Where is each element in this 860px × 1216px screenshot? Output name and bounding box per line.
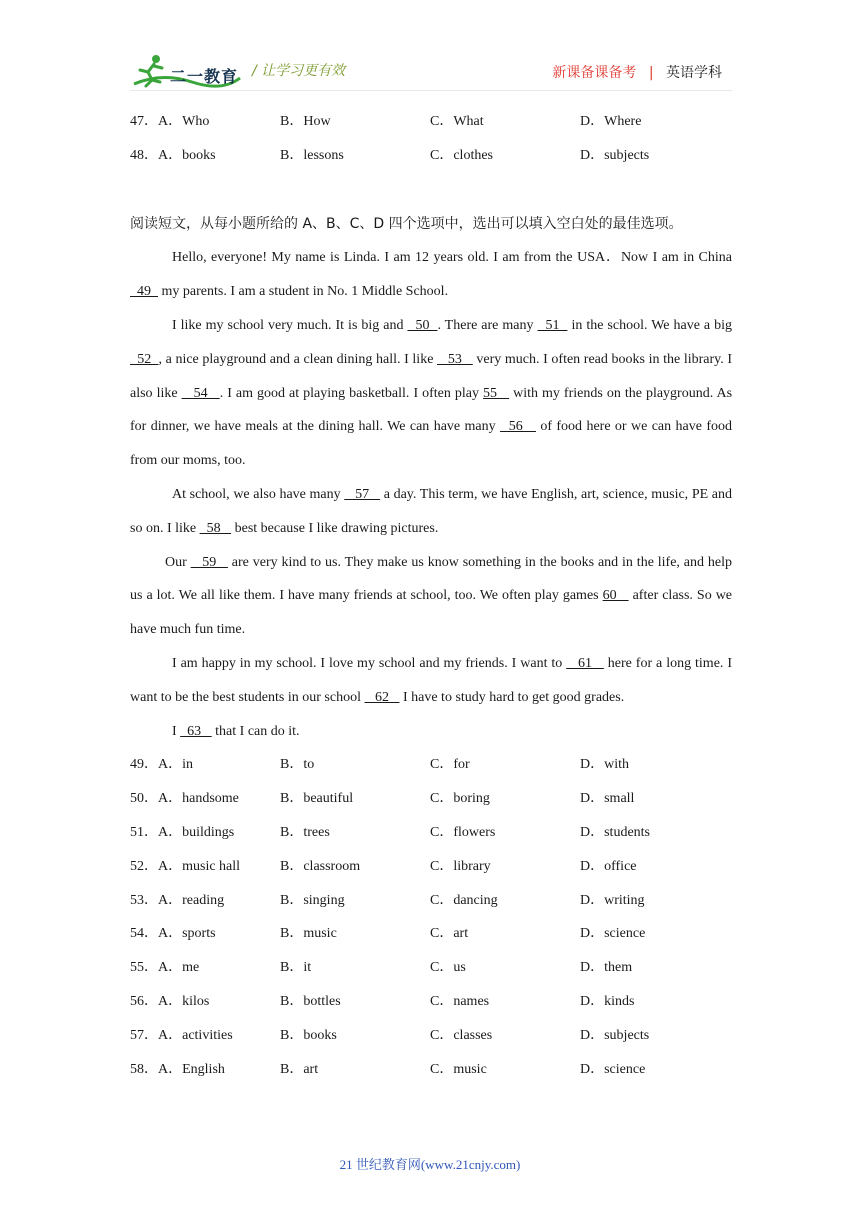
- slogan: / 让学习更有效: [252, 63, 346, 79]
- option-c: C．names: [430, 993, 490, 1009]
- option-b: B．books: [280, 1027, 337, 1043]
- option-b: B．it: [280, 960, 312, 976]
- option-d: D．kinds: [580, 993, 635, 1009]
- question-row: [130, 951, 732, 985]
- option-c: C．for: [430, 757, 470, 773]
- blank-60: 60: [602, 588, 629, 604]
- option-b: B．music: [280, 926, 337, 942]
- blank-59: 59: [190, 554, 228, 570]
- blank-57: 57: [344, 486, 381, 502]
- question-number-a: 47．A．Who: [130, 114, 210, 129]
- question-number: 51．: [130, 824, 158, 840]
- question-row: [130, 884, 732, 918]
- header-label: 新课备课备考: [552, 65, 637, 81]
- question-row: [130, 1019, 732, 1053]
- blank-56: 56: [500, 419, 536, 435]
- question-number: 55．: [130, 960, 158, 976]
- question-number: 50．: [130, 791, 158, 807]
- option-c: C．art: [430, 926, 469, 942]
- question-row: [130, 917, 732, 951]
- option-d: D．students: [580, 824, 650, 840]
- question-row: [130, 985, 732, 1019]
- question-list: [130, 748, 732, 1086]
- option-a: 52．A．music hall: [130, 858, 241, 874]
- question-row: [130, 782, 732, 816]
- option-a: 53．A．reading: [130, 892, 225, 908]
- brand-logo: [132, 52, 242, 92]
- option-c: C．music: [430, 1061, 487, 1077]
- option-b: B．How: [280, 114, 331, 129]
- option-b: B．to: [280, 757, 315, 773]
- option-c: C．us: [430, 960, 466, 976]
- question-number: 57．: [130, 1027, 158, 1043]
- question-number-a: 48．A．books: [130, 147, 216, 163]
- question-number: 58．: [130, 1061, 158, 1077]
- option-d: D．office: [580, 858, 637, 874]
- blank-54: 54: [181, 385, 220, 401]
- blank-51: 51: [537, 317, 568, 333]
- passage-paragraph-2: I like my school very much. It is big and 50 . There are many 51 in the school. We have a big 52 , a nice playground and a clean dining hall. I like 53 very much. I often read books in the library. I also like 54 . I am good at playing basketball. I often play 55 with my friends on the playground. As for dinner, we have meals at the dining hall. We can have many 56 of food here or we can have food from our moms, too.: [130, 317, 733, 469]
- option-b: B．trees: [280, 824, 330, 840]
- question-row: [130, 1053, 732, 1087]
- option-a: 58．A．English: [130, 1061, 225, 1077]
- blank-49: 49: [130, 284, 158, 300]
- passage-paragraph-6: I 63 that I can do it.: [172, 723, 300, 739]
- question-row: [130, 850, 732, 884]
- question-number: 49．: [130, 757, 158, 773]
- passage-paragraph-3: At school, we also have many 57 a day. This term, we have English, art, science, music, PE and so on. I like 58 best because I like drawing pictures.: [130, 486, 733, 536]
- question-row: [130, 139, 732, 173]
- option-c: C．library: [430, 858, 491, 874]
- question-row: [130, 748, 732, 782]
- header-right: [552, 62, 722, 82]
- blank-52: 52: [130, 351, 159, 367]
- blank-50: 50: [407, 317, 438, 333]
- option-a: 54．A．sports: [130, 926, 216, 942]
- blank-63: 63: [180, 723, 212, 739]
- option-b: B．singing: [280, 892, 345, 908]
- header-separator: |: [648, 65, 654, 81]
- option-d: D．small: [580, 791, 635, 807]
- option-d: D．subjects: [580, 1027, 650, 1043]
- instruction: 阅读短文，从每小题所给的 A、B、C、D 四个选项中，选出可以填入空白处的最佳选项。: [130, 215, 683, 232]
- blank-53: 53: [437, 351, 473, 367]
- blank-62: 62: [364, 689, 400, 705]
- option-b: B．classroom: [280, 858, 361, 874]
- option-c: C．dancing: [430, 892, 498, 908]
- option-c: C．What: [430, 114, 484, 129]
- option-a: 57．A．activities: [130, 1027, 233, 1043]
- option-c: C．clothes: [430, 147, 493, 163]
- option-c: C．classes: [430, 1027, 493, 1043]
- passage-paragraph-5: I am happy in my school. I love my school and my friends. I want to 61 here for a long time. I want to be the best students in our school 62 I have to study hard to get good grades.: [130, 655, 732, 705]
- option-d: D．science: [580, 926, 646, 942]
- page-footer: 21 世纪教育网(www.21cnjy.com): [339, 1157, 521, 1172]
- blank-58: 58: [199, 520, 232, 536]
- header-subject: 英语学科: [666, 65, 722, 81]
- option-c: C．flowers: [430, 824, 496, 840]
- question-row: [130, 105, 732, 139]
- option-c: C．boring: [430, 791, 490, 807]
- option-a: 49．A．in: [130, 757, 193, 773]
- option-a: 56．A．kilos: [130, 993, 210, 1009]
- option-d: D．subjects: [580, 147, 650, 163]
- passage-paragraph-4: Our 59 are very kind to us. They make us know something in the books and in the life, and help us a lot. We all like them. I have many friends at school, too. We often play games 60 after class. So we have much fun time.: [130, 554, 733, 638]
- blank-61: 61: [566, 655, 604, 671]
- question-number: 54．: [130, 926, 158, 942]
- option-d: D．with: [580, 757, 629, 773]
- question-number: 53．: [130, 892, 158, 908]
- option-a: 55．A．me: [130, 960, 200, 976]
- logo-text: 二一教育: [170, 67, 239, 86]
- question-number: 52．: [130, 858, 158, 874]
- question-number: 56．: [130, 993, 158, 1009]
- option-d: D．science: [580, 1061, 646, 1077]
- option-b: B．bottles: [280, 993, 341, 1009]
- option-d: D．them: [580, 960, 633, 976]
- option-a: 50．A．handsome: [130, 791, 239, 807]
- option-a: 51．A．buildings: [130, 824, 235, 840]
- question-row: [130, 816, 732, 850]
- option-b: B．art: [280, 1061, 319, 1077]
- option-d: D．writing: [580, 892, 645, 908]
- blank-55: 55: [483, 385, 510, 401]
- document-body: [130, 105, 732, 1086]
- option-b: B．beautiful: [280, 791, 354, 807]
- passage-paragraph-1: Hello, everyone! My name is Linda. I am 12 years old. I am from the USA．Now I am in China 49 my parents. I am a student in No. 1 Middle School.: [130, 250, 732, 300]
- page-header: [0, 0, 860, 96]
- option-d: D．Where: [580, 114, 642, 129]
- option-b: B．lessons: [280, 147, 344, 163]
- header-divider: [130, 90, 732, 91]
